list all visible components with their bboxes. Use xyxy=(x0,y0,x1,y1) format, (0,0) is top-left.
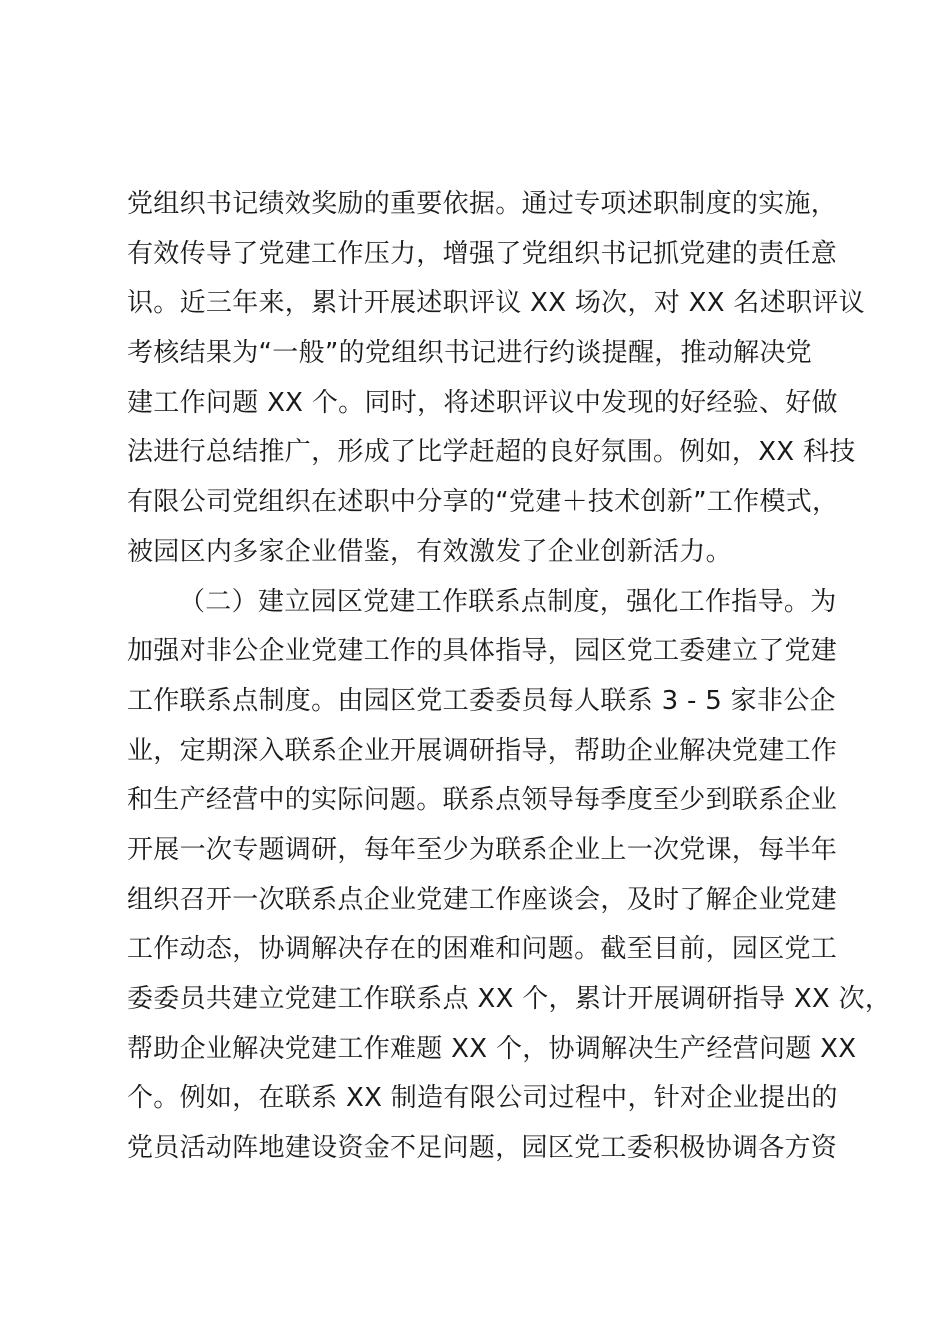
text-line: 和生产经营中的实际问题。联系点领导每季度至少到联系企业 xyxy=(127,785,838,816)
text-line: 建工作问题 XX 个。同时，将述职评议中发现的好经验、好做 xyxy=(127,387,838,418)
text-line: 组织召开一次联系点企业党建工作座谈会，及时了解企业党建 xyxy=(127,884,838,915)
text-line: 开展一次专题调研，每年至少为联系企业上一次党课，每半年 xyxy=(127,834,838,865)
text-line: 考核结果为“一般”的党组织书记进行约谈提醒，推动解决党 xyxy=(127,338,813,369)
section-heading-line: （二）建立园区党建工作联系点制度，强化工作指导。为 xyxy=(179,586,837,617)
text-line: 业，定期深入联系企业开展调研指导，帮助企业解决党建工作 xyxy=(127,735,838,766)
text-line: 个。例如，在联系 XX 制造有限公司过程中，针对企业提出的 xyxy=(127,1083,838,1114)
text-line: 工作联系点制度。由园区党工委委员每人联系 3 - 5 家非公企 xyxy=(127,685,836,716)
text-line: 有限公司党组织在述职中分享的“党建＋技术创新”工作模式， xyxy=(127,487,839,518)
text-line: 党组织书记绩效奖励的重要依据。通过专项述职制度的实施， xyxy=(127,189,838,219)
body-text xyxy=(127,180,892,1174)
text-line: 工作动态，协调解决存在的困难和问题。截至目前，园区党工 xyxy=(127,934,838,965)
text-line: 识。近三年来，累计开展述职评议 XX 场次，对 XX 名述职评议 xyxy=(127,288,865,319)
text-line: 加强对非公企业党建工作的具体指导，园区党工委建立了党建 xyxy=(127,636,838,667)
text-line: 被园区内多家企业借鉴，有效激发了企业创新活力。 xyxy=(127,536,732,567)
text-line: 委委员共建立党建工作联系点 XX 个，累计开展调研指导 XX 次， xyxy=(127,984,892,1014)
text-line: 党员活动阵地建设资金不足问题，园区党工委积极协调各方资 xyxy=(127,1133,838,1164)
text-line: 帮助企业解决党建工作难题 XX 个，协调解决生产经营问题 XX xyxy=(127,1033,857,1064)
text-line: 法进行总结推广，形成了比学赶超的良好氛围。例如，XX 科技 xyxy=(127,437,856,468)
text-line: 有效传导了党建工作压力，增强了党组织书记抓党建的责任意 xyxy=(127,238,838,269)
